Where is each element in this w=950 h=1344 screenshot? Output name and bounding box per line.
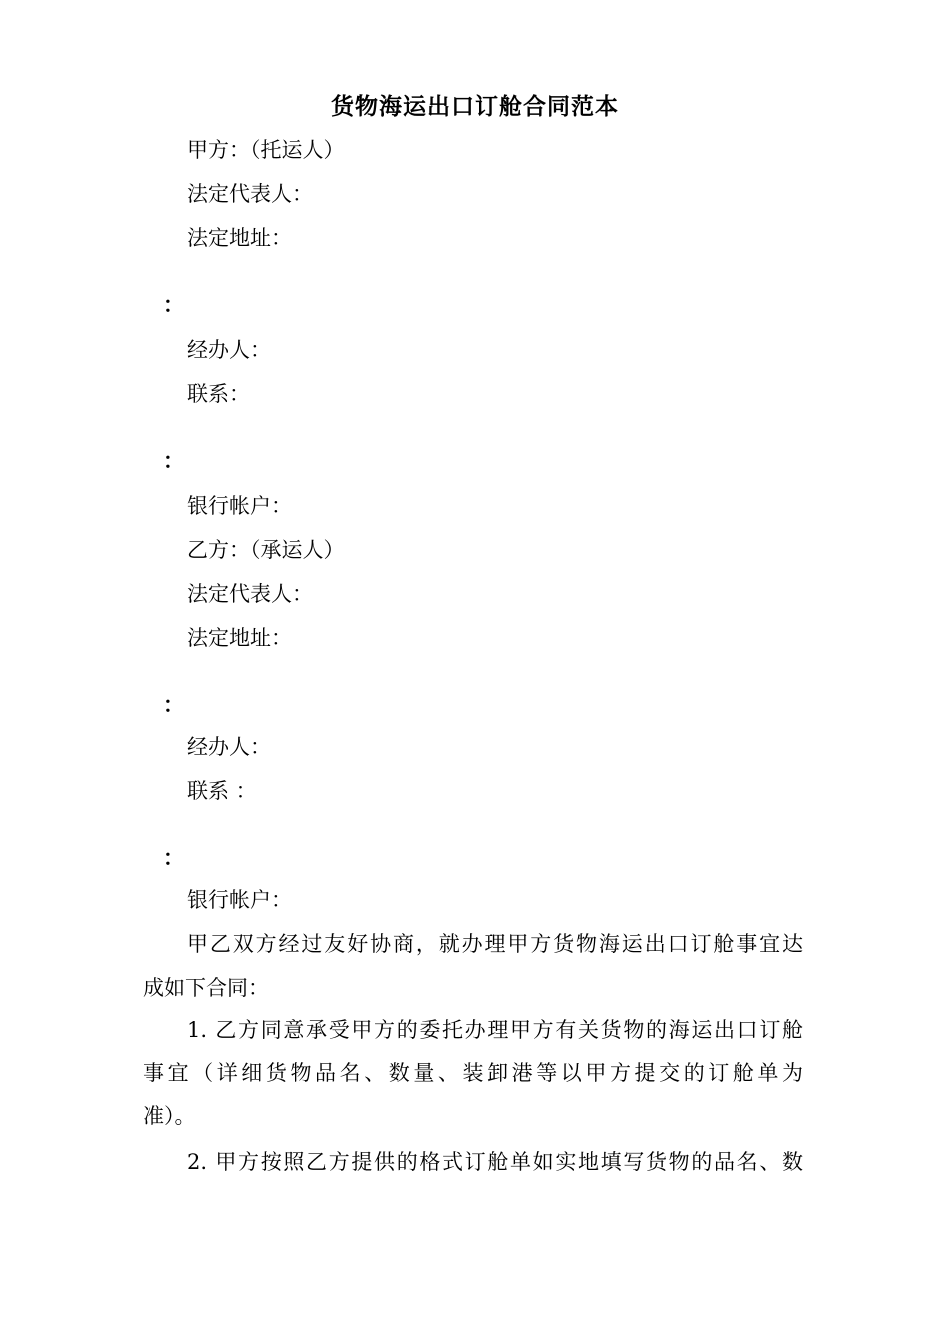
party-a-blank-colon-2: ：	[163, 448, 184, 473]
party-a-bank-account: 银行帐户：	[187, 494, 292, 518]
document-title: 货物海运出口订舱合同范本	[331, 93, 619, 120]
party-b-legal-rep: 法定代表人：	[187, 582, 313, 606]
party-a-heading: 甲方：（托运人）	[187, 138, 345, 162]
party-a-blank-colon-1: ：	[163, 292, 184, 317]
party-b-blank-colon-1: ：	[163, 692, 184, 717]
party-b-blank-colon-2: ：	[163, 845, 184, 870]
party-a-legal-rep: 法定代表人：	[187, 182, 313, 206]
party-b-legal-address: 法定地址：	[187, 626, 292, 650]
party-a-legal-address: 法定地址：	[187, 226, 292, 250]
party-b-handler: 经办人：	[187, 735, 271, 759]
clause-1-line-1: 1. 乙方同意承受甲方的委托办理甲方有关货物的海运出口订舱	[187, 1018, 803, 1042]
party-b-bank-account: 银行帐户：	[187, 888, 292, 912]
party-a-handler: 经办人：	[187, 338, 271, 362]
clause-2-line-1: 2. 甲方按照乙方提供的格式订舱单如实地填写货物的品名、数	[187, 1150, 803, 1174]
party-a-contact: 联系：	[187, 382, 250, 406]
intro-line-2: 成如下合同：	[143, 976, 269, 1000]
intro-line-1: 甲乙双方经过友好协商，就办理甲方货物海运出口订舱事宜达	[187, 932, 803, 956]
clause-1-line-2: 事宜（详细货物品名、数量、装卸港等以甲方提交的订舱单为	[143, 1061, 803, 1085]
party-b-contact: 联系 ：	[187, 779, 257, 803]
party-b-heading: 乙方：（承运人）	[187, 538, 345, 562]
clause-1-line-3: 准）。	[143, 1104, 196, 1128]
